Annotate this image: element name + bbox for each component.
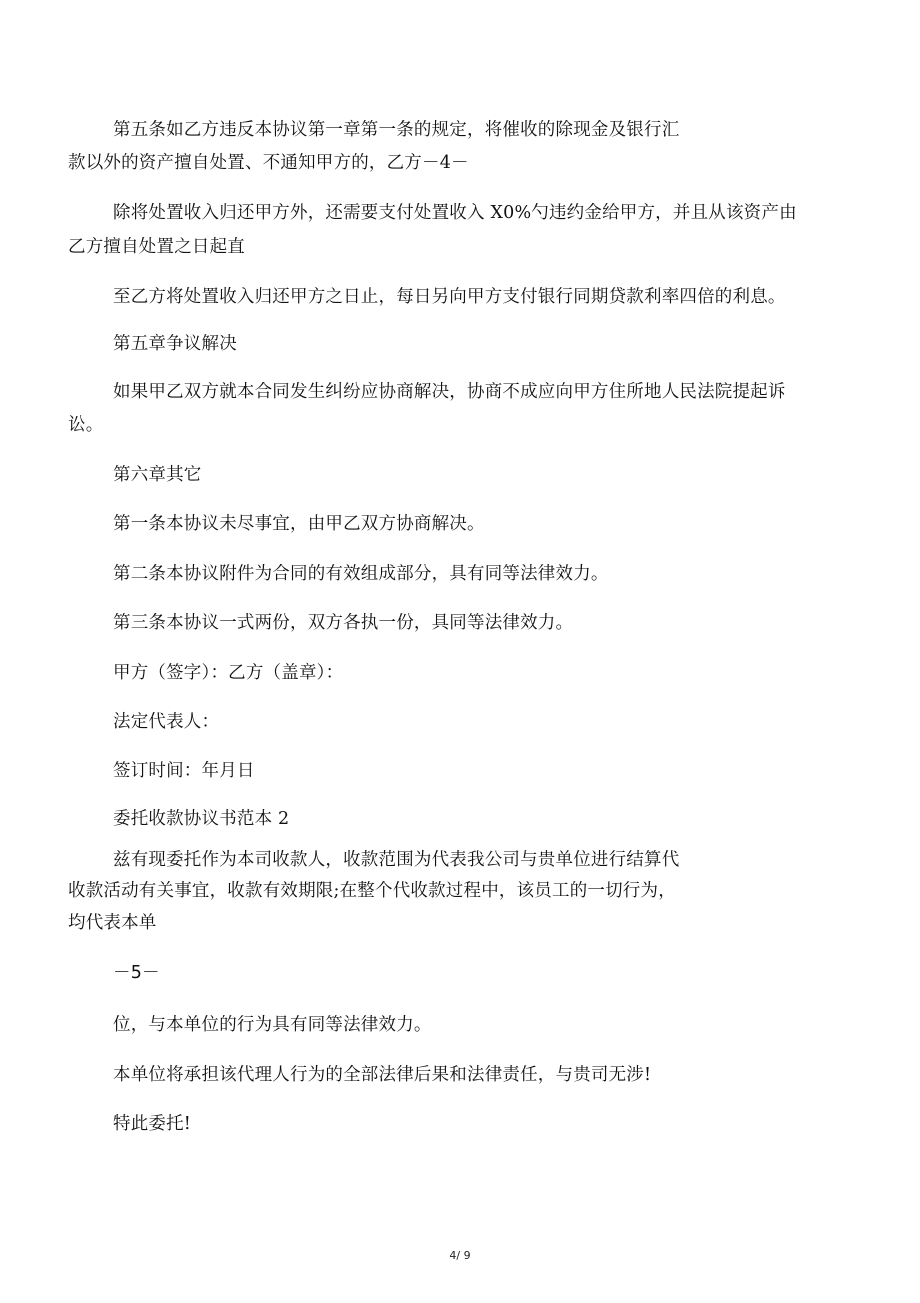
closing-paragraph-1: 位，与本单位的行为具有同等法律效力。	[113, 1015, 432, 1035]
paragraph-1-line-2: 款以外的资产擅自处置、不通知甲方的，乙方－4－	[68, 153, 469, 173]
closing-paragraph-2: 本单位将承担该代理人行为的全部法律后果和法律责任，与贵司无涉!	[113, 1065, 652, 1085]
closing-paragraph-3: 特此委托!	[113, 1114, 192, 1134]
page-number: 4/ 9	[449, 1249, 471, 1262]
chapter-6-heading: 第六章其它	[113, 465, 202, 485]
dispute-paragraph-line-2: 讼。	[68, 415, 104, 435]
legal-representative-line: 法定代表人：	[113, 712, 220, 732]
signature-line: 甲方（签字）：乙方（盖章）：	[113, 663, 344, 683]
authorization-paragraph-line-3: 均代表本单	[68, 913, 157, 933]
article-1: 第一条本协议未尽事宜，由甲乙双方协商解决。	[113, 514, 485, 534]
article-2: 第二条本协议附件为合同的有效组成部分，具有同等法律效力。	[113, 564, 609, 584]
paragraph-3-line-1: 至乙方将处置收入归还甲方之日止，每日另向甲方支付银行同期贷款利率四倍的利息。	[113, 287, 786, 307]
template-2-title: 委托收款协议书范本 2	[113, 809, 290, 829]
paragraph-1-line-1: 第五条如乙方违反本协议第一章第一条的规定，将催收的除现金及银行汇	[113, 120, 680, 140]
paragraph-2-line-2: 乙方擅自处置之日起直	[68, 237, 245, 257]
inline-page-marker: －5－	[113, 963, 160, 983]
dispute-paragraph-line-1: 如果甲乙双方就本合同发生纠纷应协商解决，协商不成应向甲方住所地人民法院提起诉	[113, 382, 786, 402]
signing-date-line: 签订时间：年月日	[113, 761, 255, 781]
authorization-paragraph-line-1: 兹有现委托作为本司收款人，收款范围为代表我公司与贵单位进行结算代	[113, 850, 680, 870]
article-3: 第三条本协议一式两份，双方各执一份，具同等法律效力。	[113, 613, 574, 633]
chapter-5-heading: 第五章争议解决	[113, 334, 237, 354]
authorization-paragraph-line-2: 收款活动有关事宜，收款有效期限;在整个代收款过程中，该员工的一切行为，	[68, 881, 676, 901]
paragraph-2-line-1: 除将处置收入归还甲方外，还需要支付处置收入 X0%勺违约金给甲方，并且从该资产由	[113, 203, 797, 223]
